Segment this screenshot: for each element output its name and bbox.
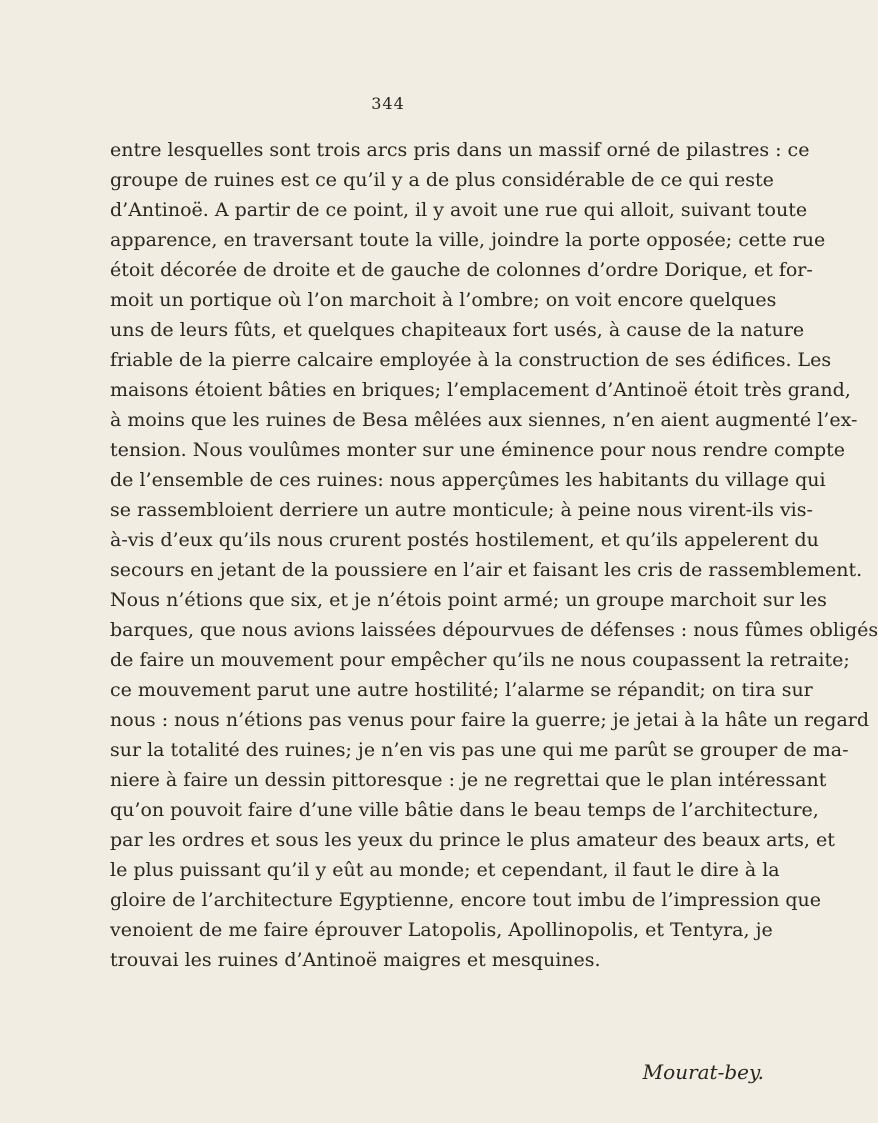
text-line: friable de la pierre calcaire employée à la construction de ses édifices. Les — [110, 349, 832, 371]
text-line: barques, que nous avions laissées dépourvues de défenses : nous fûmes obligés — [110, 619, 878, 641]
text-line: étoit décorée de droite et de gauche de colonnes d’ordre Dorique, et for- — [110, 259, 813, 281]
text-line: uns de leurs fûts, et quelques chapiteaux fort usés, à cause de la nature — [110, 319, 805, 341]
text-line: apparence, en traversant toute la ville, joindre la porte opposée; cette rue — [110, 229, 826, 251]
text-line: moit un portique où l’on marchoit à l’ombre; on voit encore quelques — [110, 289, 777, 311]
text-line: gloire de l’architecture Egyptienne, encore tout imbu de l’impression que — [110, 889, 822, 911]
text-line: maisons étoient bâties en briques; l’emplacement d’Antinoë étoit très grand, — [110, 379, 851, 401]
text-line: niere à faire un dessin pittoresque : je ne regrettai que le plan intéressant — [110, 769, 827, 791]
text-line: d’Antinoë. A partir de ce point, il y avoit une rue qui alloit, suivant toute — [110, 199, 808, 221]
text-line: entre lesquelles sont trois arcs pris dans un massif orné de pilastres : ce — [110, 139, 810, 161]
text-line: groupe de ruines est ce qu’il y a de plus considérable de ce qui reste — [110, 169, 774, 191]
text-line: trouvai les ruines d’Antinoë maigres et mesquines. — [110, 949, 601, 971]
text-line: ce mouvement parut une autre hostilité; l’alarme se répandit; on tira sur — [110, 679, 813, 701]
text-line: à-vis d’eux qu’ils nous crurent postés hostilement, et qu’ils appelerent du — [110, 529, 819, 551]
text-line: sur la totalité des ruines; je n’en vis pas une qui me parût se grouper de ma- — [110, 739, 849, 761]
text-line: par les ordres et sous les yeux du prince le plus amateur des beaux arts, et — [110, 829, 835, 851]
text-line: secours en jetant de la poussiere en l’air et faisant les cris de rassemblement. — [110, 559, 863, 581]
text-line: le plus puissant qu’il y eût au monde; et cependant, il faut le dire à la — [110, 859, 780, 881]
text-line: qu’on pouvoit faire d’une ville bâtie dans le beau temps de l’architecture, — [110, 799, 819, 821]
page-number: 344 — [371, 94, 405, 113]
text-line: venoient de me faire éprouver Latopolis, Apollinopolis, et Tentyra, je — [110, 919, 773, 941]
text-line: de l’ensemble de ces ruines: nous apperçûmes les habitants du village qui — [110, 469, 826, 491]
signature: Mourat-bey. — [642, 1060, 764, 1084]
text-line: tension. Nous voulûmes monter sur une éminence pour nous rendre compte — [110, 439, 845, 461]
text-line: de faire un mouvement pour empêcher qu’ils ne nous coupassent la retraite; — [110, 649, 850, 671]
text-line: à moins que les ruines de Besa mêlées aux siennes, n’en aient augmenté l’ex- — [110, 409, 858, 431]
text-line: nous : nous n’étions pas venus pour faire la guerre; je jetai à la hâte un regard — [110, 709, 870, 731]
text-line: se rassembloient derriere un autre monticule; à peine nous virent-ils vis- — [110, 499, 813, 521]
text-line: Nous n’étions que six, et je n’étois point armé; un groupe marchoit sur les — [110, 589, 827, 611]
